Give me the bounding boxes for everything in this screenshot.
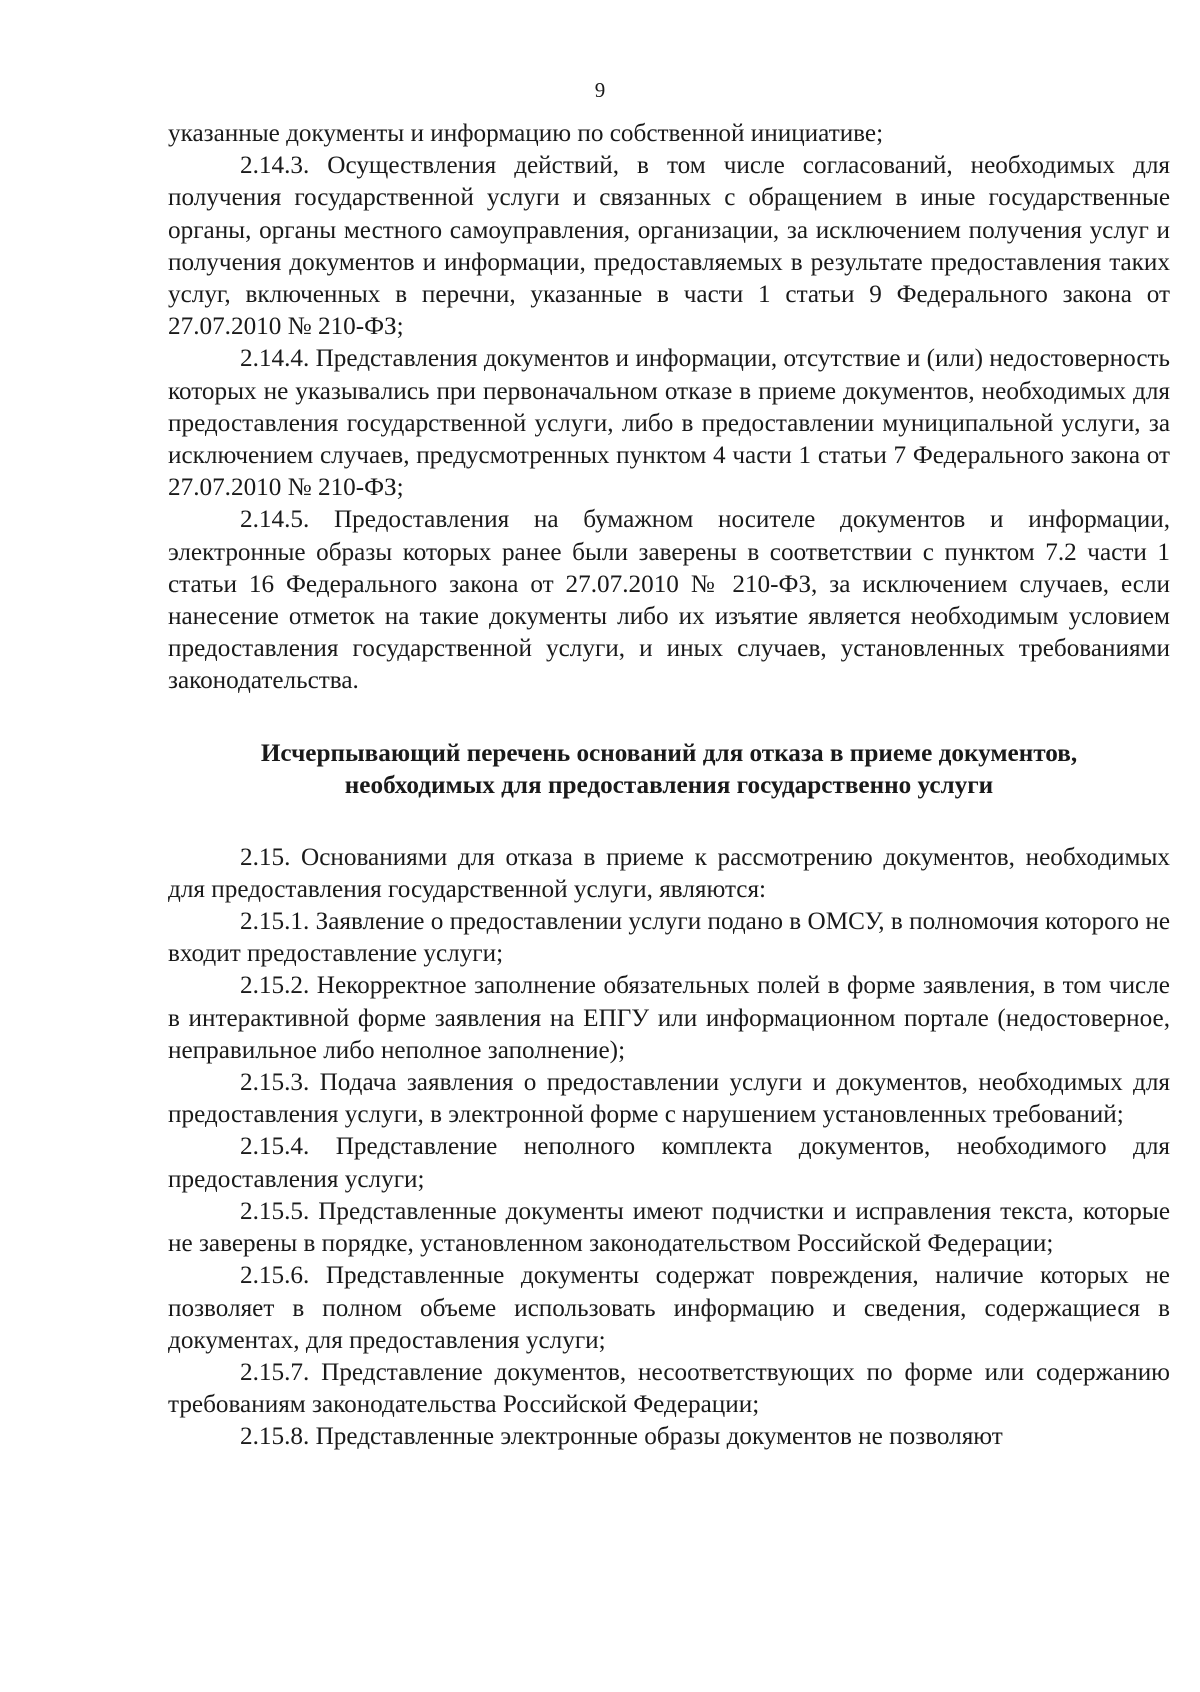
paragraph-2-15-6: 2.15.6. Представленные документы содержат повреждения, наличие которых не позволяет в полном объеме использовать информацию и сведения, содержащиеся в документах, для предоставления услуги; bbox=[168, 1262, 1170, 1354]
page-number: 9 bbox=[594, 78, 606, 102]
paragraph-2-15-7: 2.15.7. Представление документов, несоответствующих по форме или содержанию требованиям законодательства Российской Федерации; bbox=[168, 1358, 1170, 1419]
paragraph-2-15-3: 2.15.3. Подача заявления о предоставлении услуги и документов, необходимых для предоставления услуги, в электронной форме с нарушением установленных требований; bbox=[168, 1069, 1170, 1129]
section-heading-line-1: Исчерпывающий перечень оснований для отказа в приеме документов, bbox=[260, 739, 1078, 767]
paragraph-2-15-1: 2.15.1. Заявление о предоставлении услуги подано в ОМСУ, в полномочия которого не входит предоставление услуги; bbox=[168, 908, 1170, 968]
paragraph-2-15-5: 2.15.5. Представленные документы имеют подчистки и исправления текста, которые не заверены в порядке, установленном законодательством Российской Федерации; bbox=[168, 1197, 1170, 1258]
paragraph-2-14-3: 2.14.3. Осуществления действий, в том числе согласований, необходимых для получения государственной услуги и связанных с обращением в иные государственные органы, органы местного самоуправления, организации, за исключением получения услуг и получения документов и информации, предоставляемых в результате предоставления таких услуг, включенных в перечни, указанные в части 1 статьи 9 Федерального закона от 27.07.2010 № 210-ФЗ; bbox=[168, 152, 1170, 341]
paragraph-2-15-4: 2.15.4. Представление неполного комплекта документов, необходимого для предоставления услуги; bbox=[168, 1133, 1170, 1193]
paragraph-2-15: 2.15. Основаниями для отказа в приеме к рассмотрению документов, необходимых для предоставления государственной услуги, являются: bbox=[168, 843, 1170, 903]
paragraph-2-14-4: 2.14.4. Представления документов и информации, отсутствие и (или) недостоверность которых не указывались при первоначальном отказе в приеме документов, необходимых для предоставления государственной услуги, либо в предоставлении муниципальной услуги, за исключением случаев, предусмотренных пунктом 4 части 1 статьи 7 Федерального закона от 27.07.2010 № 210-ФЗ; bbox=[168, 345, 1170, 502]
paragraph-2-15-2: 2.15.2. Некорректное заполнение обязательных полей в форме заявления, в том числе в интерактивной форме заявления на ЕПГУ или информационном портале (недостоверное, неправильное либо неполное заполнение); bbox=[168, 972, 1170, 1064]
paragraph: указанные документы и информацию по собственной инициативе; bbox=[168, 120, 884, 147]
paragraph-2-15-8: 2.15.8. Представленные электронные образы документов не позволяют bbox=[240, 1423, 1003, 1451]
paragraph-2-14-5: 2.14.5. Предоставления на бумажном носителе документов и информации, электронные образы которых ранее были заверены в соответствии с пунктом 7.2 части 1 статьи 16 Федерального закона от 27.07.2010 № 210-ФЗ, за исключением случаев, если нанесение отметок на такие документы либо их изъятие является необходимым условием предоставления государственной услуги, и иных случаев, установленных требованиями законодательства. bbox=[168, 506, 1170, 695]
document-body bbox=[168, 118, 1170, 1454]
section-heading-line-2: необходимых для предоставления государственно услуги bbox=[344, 771, 994, 799]
section-heading bbox=[168, 738, 1170, 802]
